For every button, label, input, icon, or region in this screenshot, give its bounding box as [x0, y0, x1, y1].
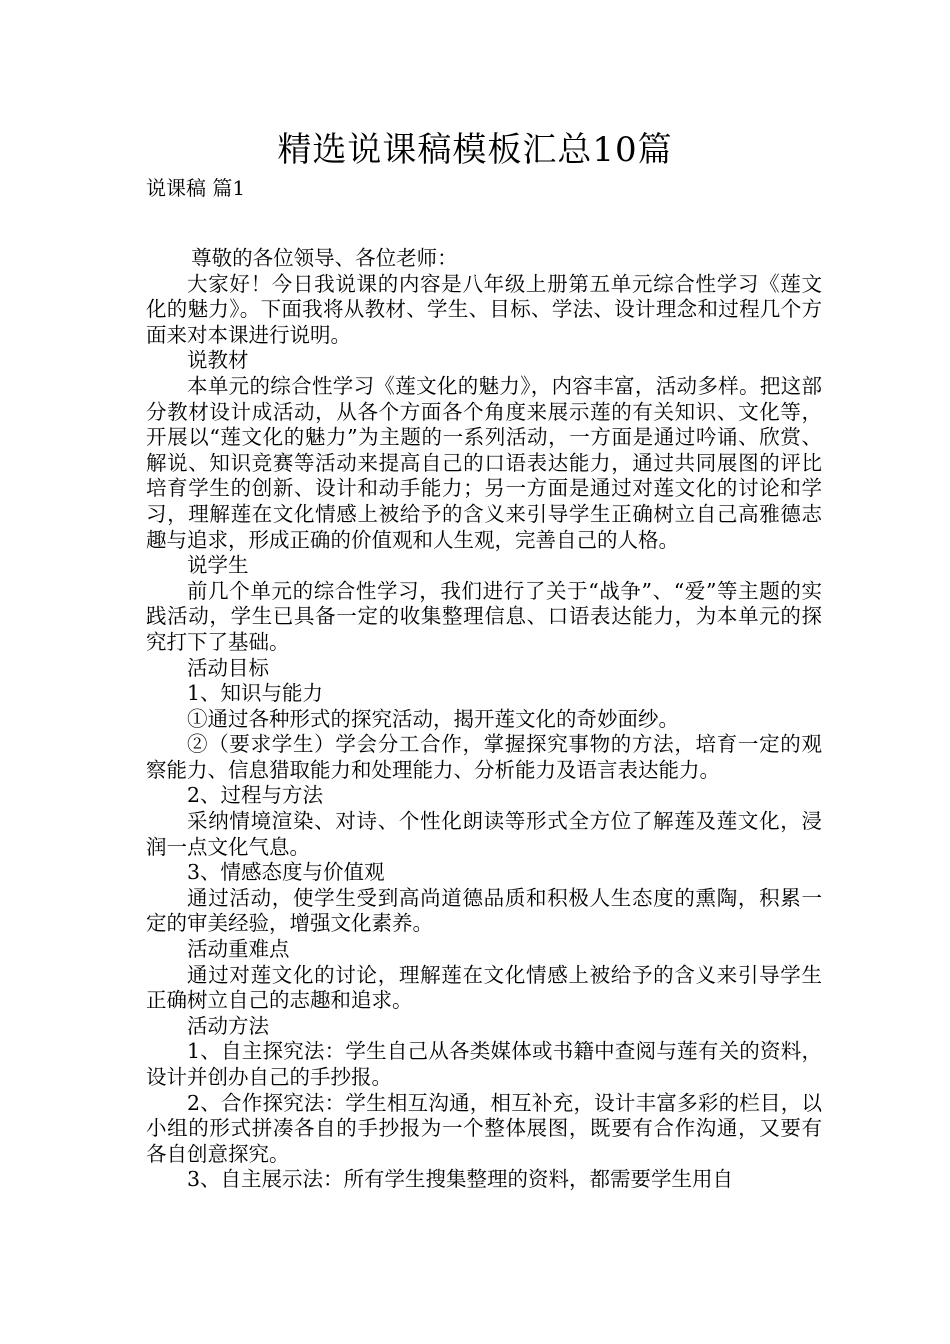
- document-body: [146, 246, 822, 1193]
- paragraph: ①通过各种形式的探究活动，揭开莲文化的奇妙面纱。: [187, 706, 679, 731]
- section-heading: 活动方法: [187, 1013, 269, 1038]
- document-subtitle: 说课稿 篇1: [146, 176, 246, 200]
- paragraph: 采纳情境渲染、对诗、个性化朗读等形式全方位了解莲及莲文化，浸润一点文化气息。: [146, 809, 822, 859]
- paragraph: 本单元的综合性学习《莲文化的魅力》，内容丰富，活动多样。把这部分教材设计成活动，从各个方面各个角度来展示莲的有关知识、文化等，开展以“莲文化的魅力”为主题的一系列活动，一方面是通过吟诵、欣赏、解说、知识竞赛等活动来提高自己的口语表达能力，通过共同展图的评比培育学生的创新、设计和动手能力；另一方面是通过对莲文化的讨论和学习，理解莲在文化情感上被给予的含义来引导学生正确树立自己高雅德志趣与追求，形成正确的价值观和人生观，完善自己的人格。: [146, 373, 822, 552]
- paragraph: 前几个单元的综合性学习，我们进行了关于“战争”、“爱”等主题的实践活动，学生已具备一定的收集整理信息、口语表达能力，为本单元的探究打下了基础。: [146, 578, 822, 654]
- paragraph: 通过对莲文化的讨论，理解莲在文化情感上被给予的含义来引导学生正确树立自己的志趣和追求。: [146, 962, 822, 1013]
- section-heading: 活动目标: [187, 655, 269, 680]
- section-heading: 说教材: [187, 348, 249, 373]
- section-heading: 说学生: [187, 553, 249, 578]
- document-title: 精选说课稿模板汇总10篇: [277, 130, 673, 170]
- paragraph: 2、合作探究法：学生相互沟通，相互补充，设计丰富多彩的栏目，以小组的形式拼凑各自的手抄报为一个整体展图，既要有合作沟通，又要有各自创意探究。: [146, 1090, 822, 1166]
- sub-heading: 2、过程与方法: [187, 783, 324, 808]
- paragraph: 通过活动，使学生受到高尚道德品质和积极人生态度的熏陶，积累一定的审美经验，增强文化素养。: [146, 885, 822, 936]
- sub-heading: 3、情感态度与价值观: [187, 860, 385, 885]
- paragraph: ②（要求学生）学会分工合作，掌握探究事物的方法，培育一定的观察能力、信息猎取能力和处理能力、分析能力及语言表达能力。: [146, 732, 822, 782]
- paragraph: 大家好！今日我说课的内容是八年级上册第五单元综合性学习《莲文化的魅力》。下面我将从教材、学生、目标、学法、设计理念和过程几个方面来对本课进行说明。: [146, 271, 822, 347]
- paragraph: 3、自主展示法：所有学生搜集整理的资料，都需要学生用自: [187, 1167, 734, 1192]
- sub-heading: 1、知识与能力: [187, 681, 324, 706]
- paragraph-salutation: 尊敬的各位领导、各位老师：: [191, 246, 458, 270]
- section-heading: 活动重难点: [187, 937, 290, 962]
- paragraph: 1、自主探究法：学生自己从各类媒体或书籍中查阅与莲有关的资料，设计并创办自己的手抄报。: [146, 1039, 822, 1089]
